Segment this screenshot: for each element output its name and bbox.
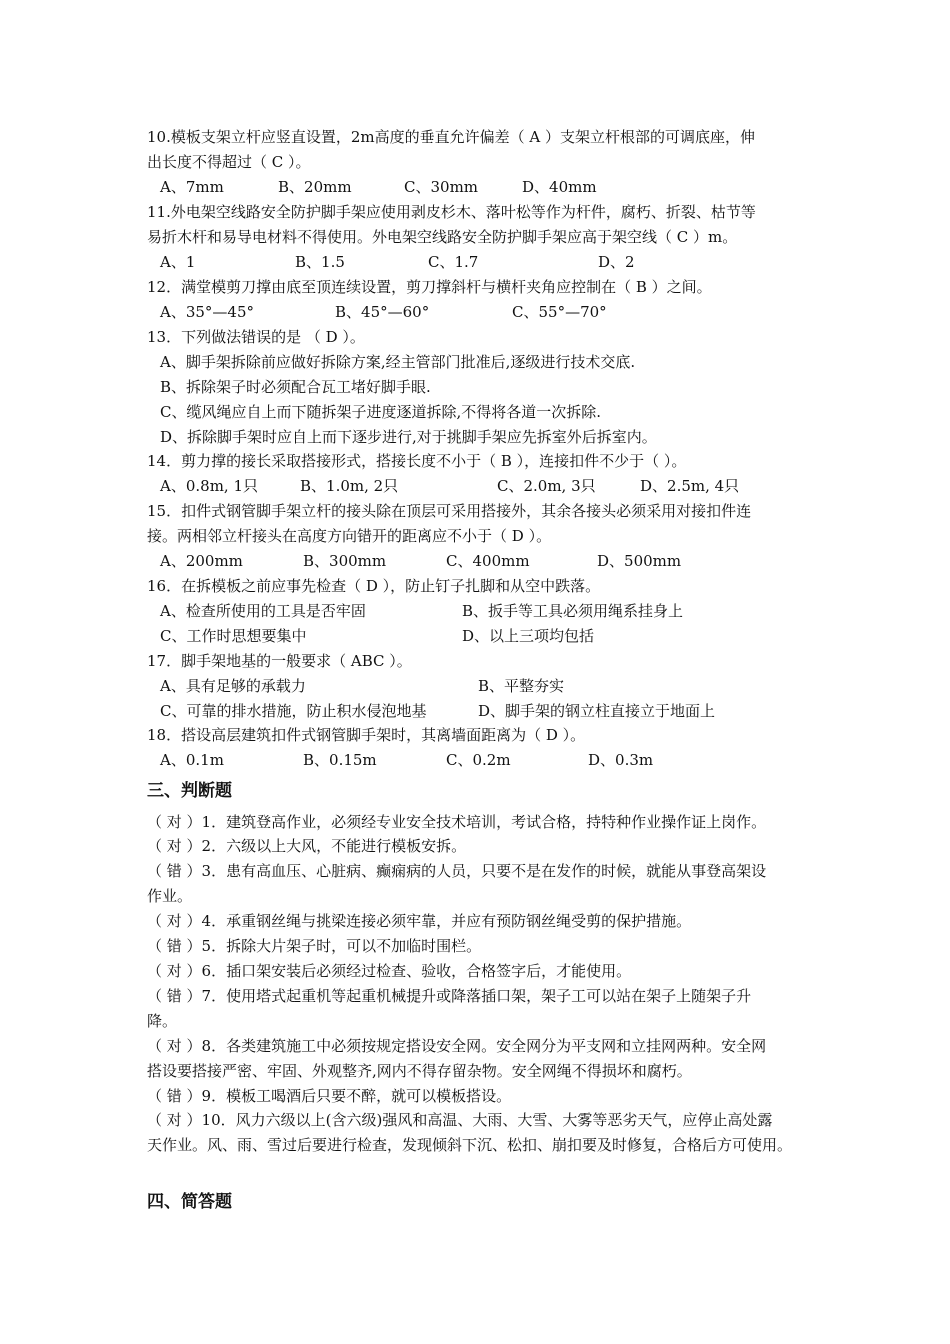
question-18-line-1: 18．搭设高层建筑扣件式钢管脚手架时，其离墙面距离为（ D ）。 <box>147 726 586 744</box>
question-10-option-a: A、7mm <box>160 178 224 196</box>
question-18-option-b: B、0.15m <box>303 751 377 769</box>
question-16-option-c: C、工作时思想要集中 <box>160 627 307 645</box>
question-14-option-d: D、2.5m, 4只 <box>640 477 740 495</box>
question-18-option-a: A、0.1m <box>160 751 224 769</box>
question-14-option-c: C、2.0m, 3只 <box>497 477 596 495</box>
judgement-item: （ 对 ）2．六级以上大风，不能进行模板安拆。 <box>147 837 467 855</box>
question-13-line-1: 13．下列做法错误的是 （ D ）。 <box>147 328 365 346</box>
question-18-option-d: D、0.3m <box>588 751 654 769</box>
judgement-item: （ 错 ）3．患有高血压、心脏病、癫痫病的人员，只要不是在发作的时候，就能从事登高架设 <box>147 862 767 880</box>
section-4-heading: 四、简答题 <box>147 1192 232 1212</box>
question-17-line-1: 17．脚手架地基的一般要求（ ABC ）。 <box>147 652 412 670</box>
judgement-item-continued: 搭设要搭接严密、牢固、外观整齐,网内不得存留杂物。安全网绳不得损坏和腐朽。 <box>147 1062 692 1080</box>
judgement-item: （ 对 ）1．建筑登高作业，必须经专业安全技术培训，考试合格，持特种作业操作证上岗作。 <box>147 813 767 831</box>
question-11-line-1: 11.外电架空线路安全防护脚手架应使用剥皮杉木、落叶松等作为杆件，腐朽、折裂、枯节等 <box>147 203 756 221</box>
question-11-option-b: B、1.5 <box>295 253 345 271</box>
question-14-option-a: A、0.8m, 1只 <box>160 477 258 495</box>
judgement-item: （ 对 ）4．承重钢丝绳与挑梁连接必须牢靠，并应有预防钢丝绳受剪的保护措施。 <box>147 912 692 930</box>
question-10-line-1: 10.模板支架立杆应竖直设置，2m高度的垂直允许偏差（ A ）支架立杆根部的可调底座，伸 <box>147 128 755 146</box>
question-14-line-1: 14．剪力撑的接长采取搭接形式，搭接长度不小于（ B ），连接扣件不少于（ ）。 <box>147 452 687 470</box>
question-15-option-a: A、200mm <box>160 552 243 570</box>
question-12-line-1: 12．满堂模剪刀撑由底至顶连续设置，剪刀撑斜杆与横杆夹角应控制在（ B ）之间。 <box>147 278 712 296</box>
judgement-item-continued: 降。 <box>147 1012 178 1030</box>
judgement-item: （ 对 ）10．风力六级以上(含六级)强风和高温、大雨、大雪、大雾等恶劣天气，应停止高处露 <box>147 1111 773 1129</box>
question-13-option-a: A、脚手架拆除前应做好拆除方案,经主管部门批准后,逐级进行技术交底. <box>160 353 636 371</box>
question-10-option-b: B、20mm <box>278 178 352 196</box>
question-10-option-d: D、40mm <box>522 178 597 196</box>
question-15-option-d: D、500mm <box>597 552 682 570</box>
question-13-option-b: B、拆除架子时必须配合瓦工堵好脚手眼. <box>160 378 431 396</box>
question-15-option-c: C、400mm <box>446 552 530 570</box>
judgement-item: （ 对 ）6．插口架安装后必须经过检查、验收，合格签字后，才能使用。 <box>147 962 632 980</box>
judgement-item: （ 错 ）5．拆除大片架子时，可以不加临时围栏。 <box>147 937 482 955</box>
question-17-option-c: C、可靠的排水措施，防止积水侵泡地基 <box>160 702 427 720</box>
question-13-option-d: D、拆除脚手架时应自上而下逐步进行,对于挑脚手架应先拆室外后拆室内。 <box>160 428 657 446</box>
question-17-option-a: A、具有足够的承载力 <box>160 677 306 695</box>
judgement-item-continued: 作业。 <box>147 887 193 905</box>
question-13-option-c: C、缆风绳应自上而下随拆架子进度逐道拆除,不得将各道一次拆除. <box>160 403 602 421</box>
question-12-option-a: A、35°—45° <box>160 303 255 321</box>
question-11-line-2: 易折木杆和易导电材料不得使用。外电架空线路安全防护脚手架应高于架空线（ C ）m。 <box>147 228 738 246</box>
question-18-option-c: C、0.2m <box>446 751 511 769</box>
section-3-heading: 三、判断题 <box>147 781 232 801</box>
judgement-item-continued: 天作业。风、雨、雪过后要进行检查，发现倾斜下沉、松扣、崩扣要及时修复，合格后方可使用。 <box>147 1136 793 1154</box>
question-17-option-d: D、脚手架的钢立柱直接立于地面上 <box>478 702 716 720</box>
question-16-option-b: B、扳手等工具必须用绳系挂身上 <box>462 602 684 620</box>
question-15-line-1: 15．扣件式钢管脚手架立杆的接头除在顶层可采用搭接外，其余各接头必须采用对接扣件连 <box>147 502 752 520</box>
question-17-option-b: B、平整夯实 <box>478 677 565 695</box>
question-12-option-b: B、45°—60° <box>335 303 430 321</box>
question-10-option-c: C、30mm <box>404 178 479 196</box>
question-16-option-d: D、以上三项均包括 <box>462 627 595 645</box>
question-15-option-b: B、300mm <box>303 552 387 570</box>
question-14-option-b: B、1.0m, 2只 <box>300 477 399 495</box>
question-12-option-c: C、55°—70° <box>512 303 607 321</box>
question-15-line-2: 接。两相邻立杆接头在高度方向错开的距离应不小于（ D ）。 <box>147 527 552 545</box>
question-10-line-2: 出长度不得超过（ C ）。 <box>147 153 311 171</box>
question-16-option-a: A、检查所使用的工具是否牢固 <box>160 602 366 620</box>
question-11-option-a: A、1 <box>160 253 196 271</box>
question-11-option-d: D、2 <box>598 253 635 271</box>
judgement-item: （ 错 ）9．模板工喝酒后只要不醉，就可以模板搭设。 <box>147 1087 512 1105</box>
question-11-option-c: C、1.7 <box>428 253 479 271</box>
question-16-line-1: 16．在拆模板之前应事先检查（ D ），防止钉子扎脚和从空中跌落。 <box>147 577 601 595</box>
judgement-item: （ 错 ）7．使用塔式起重机等起重机械提升或降落插口架，架子工可以站在架子上随架子升 <box>147 987 752 1005</box>
judgement-item: （ 对 ）8．各类建筑施工中必须按规定搭设安全网。安全网分为平支网和立挂网两种。安全网 <box>147 1037 767 1055</box>
